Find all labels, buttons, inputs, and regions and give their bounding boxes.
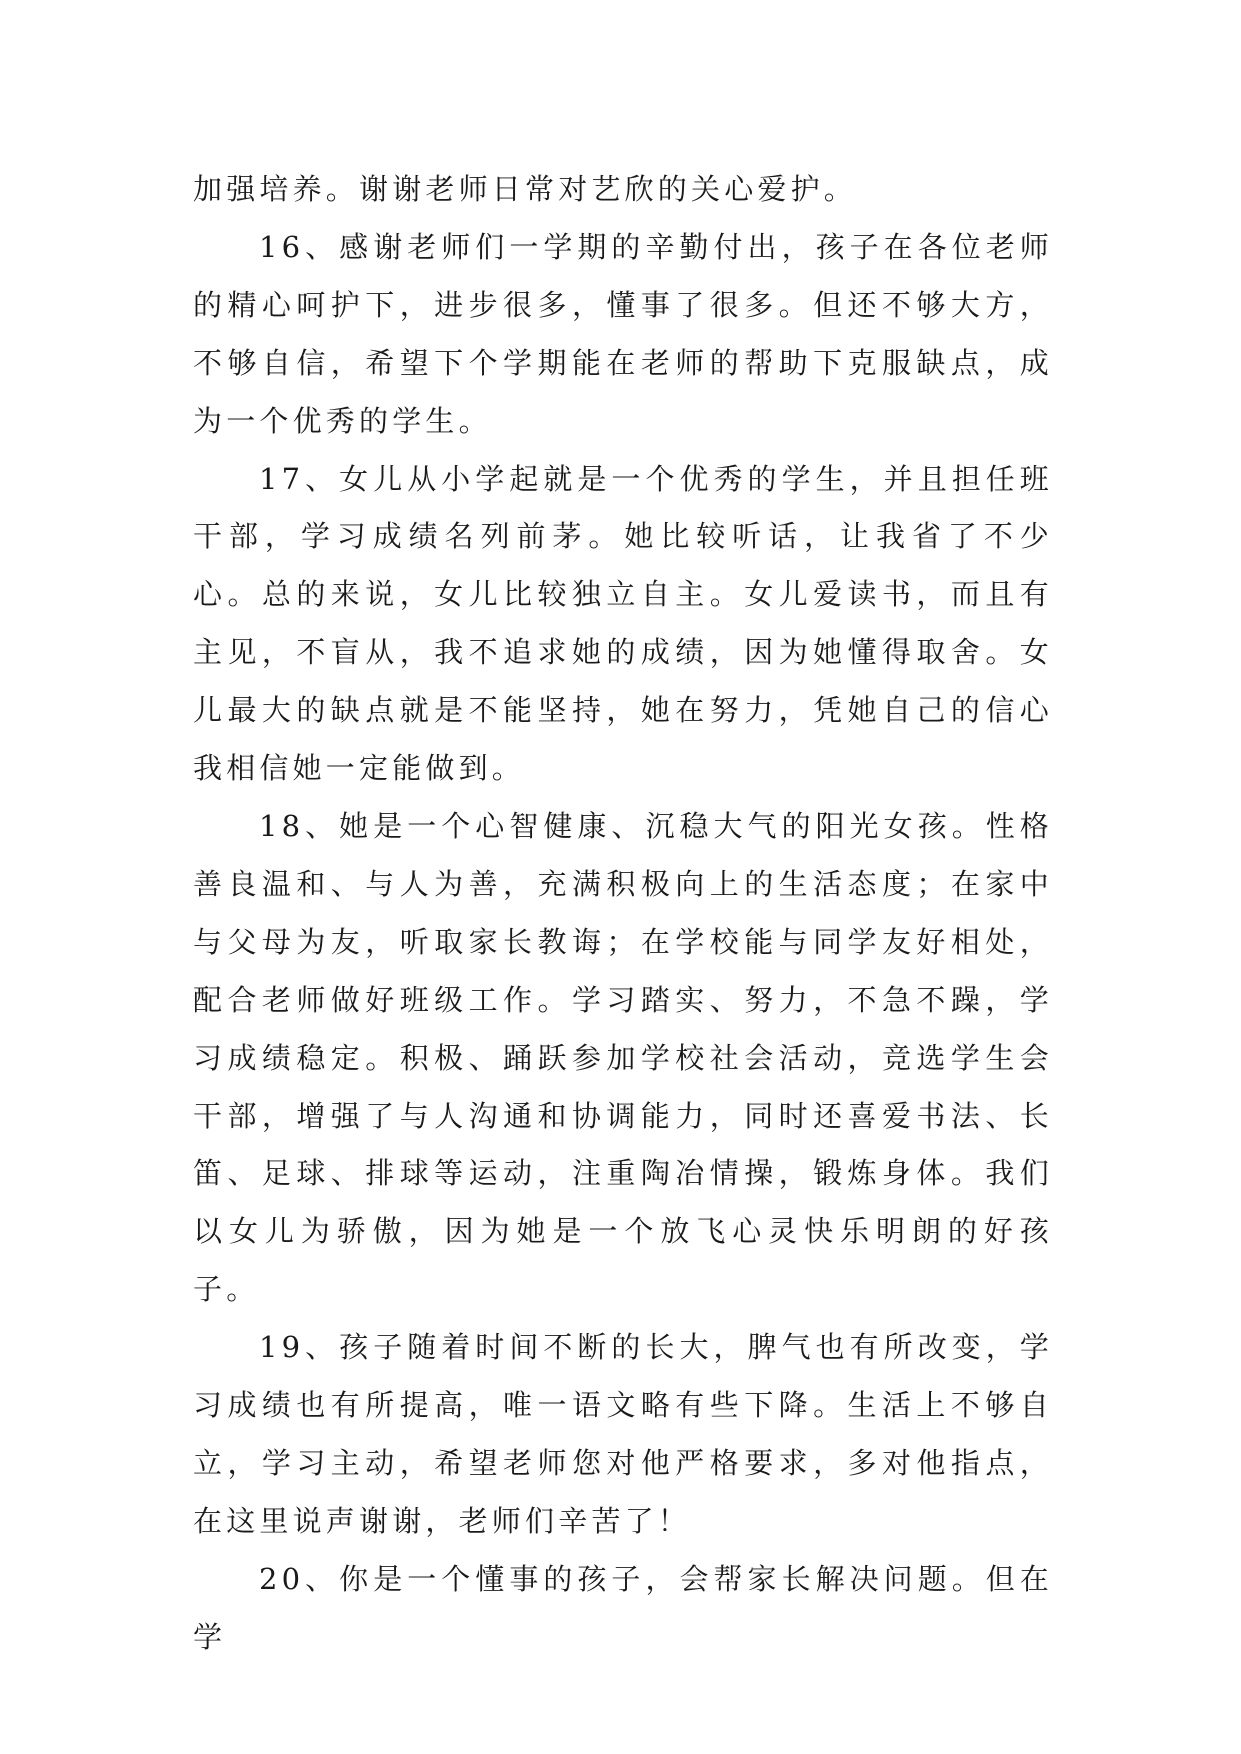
paragraph-18: 18、她是一个心智健康、沉稳大气的阳光女孩。性格善良温和、与人为善，充满积极向上的生活态度；在家中与父母为友，听取家长教诲；在学校能与同学友好相处，配合老师做好班级工作。学习踏实、努力，不急不躁，学习成绩稳定。积极、踊跃参加学校社会活动，竞选学生会干部，增强了与人沟通和协调能力，同时还喜爱书法、长笛、足球、排球等运动，注重陶冶情操，锻炼身体。我们以女儿为骄傲，因为她是一个放飞心灵快乐明朗的好孩子。 bbox=[193, 808, 1053, 1307]
document-body bbox=[193, 161, 1053, 1667]
paragraph-19: 19、孩子随着时间不断的长大，脾气也有所改变，学习成绩也有所提高，唯一语文略有些下降。生活上不够自立，学习主动，希望老师您对他严格要求，多对他指点，在这里说声谢谢，老师们辛苦了！ bbox=[193, 1330, 1053, 1538]
paragraph-continuation: 加强培养。谢谢老师日常对艺欣的关心爱护。 bbox=[193, 172, 858, 206]
paragraph-20: 20、你是一个懂事的孩子，会帮家长解决问题。但在学 bbox=[193, 1561, 1053, 1654]
paragraph-17: 17、女儿从小学起就是一个优秀的学生，并且担任班干部，学习成绩名列前茅。她比较听话，让我省了不少心。总的来说，女儿比较独立自主。女儿爱读书，而且有主见，不盲从，我不追求她的成绩，因为她懂得取舍。女儿最大的缺点就是不能坚持，她在努力，凭她自己的信心我相信她一定能做到。 bbox=[193, 461, 1053, 786]
paragraph-16: 16、感谢老师们一学期的辛勤付出，孩子在各位老师的精心呵护下，进步很多，懂事了很多。但还不够大方，不够自信，希望下个学期能在老师的帮助下克服缺点，成为一个优秀的学生。 bbox=[193, 229, 1053, 438]
